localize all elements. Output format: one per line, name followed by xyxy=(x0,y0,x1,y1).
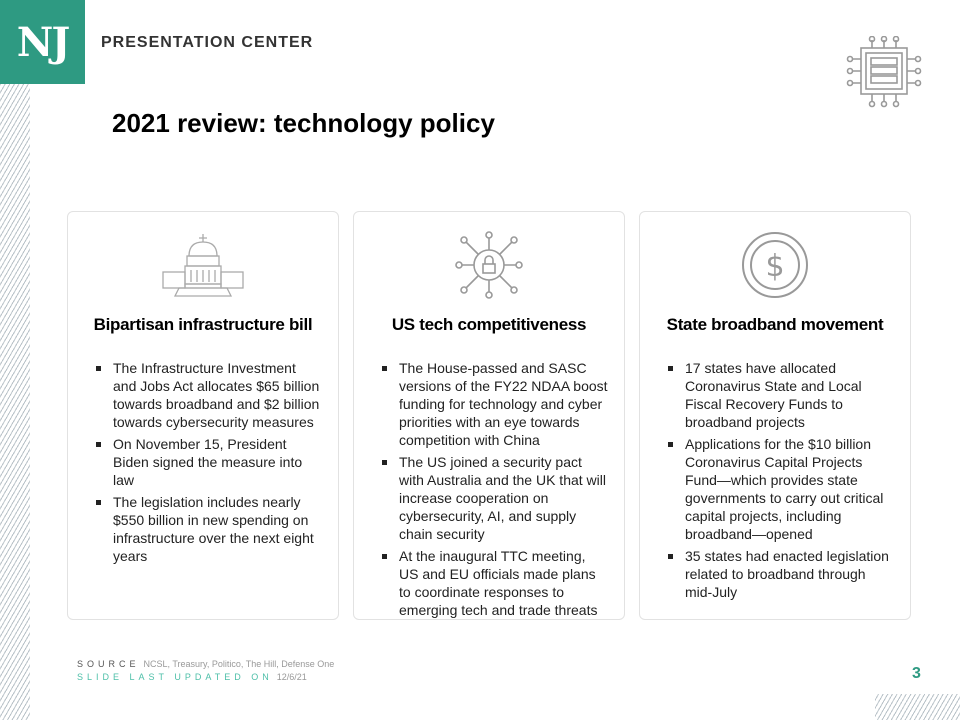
list-item: The Infrastructure Investment and Jobs Act allocates $65 billion towards broadband and $2 billion towards cybersecurity measures xyxy=(94,359,322,431)
list-item: The legislation includes nearly $550 billion in new spending on infrastructure over the next eight years xyxy=(94,493,322,565)
list-item: On November 15, President Biden signed the measure into law xyxy=(94,435,322,489)
microchip-icon xyxy=(845,36,923,108)
card-heading: State broadband movement xyxy=(666,315,884,334)
card-heading: Bipartisan infrastructure bill xyxy=(93,315,313,334)
dollar-coin-icon xyxy=(740,230,810,300)
updated-date: 12/6/21 xyxy=(276,672,307,682)
svg-text:$: $ xyxy=(765,249,785,284)
card-heading: US tech competitiveness xyxy=(391,315,587,334)
list-item: 35 states had enacted legislation related to broadband through mid-July xyxy=(666,547,894,601)
nj-logo: NJ xyxy=(0,0,85,84)
updated-line xyxy=(77,672,307,682)
page-number: 3 xyxy=(912,665,921,682)
updated-label: SLIDE LAST UPDATED ON xyxy=(77,672,273,682)
capitol-icon xyxy=(161,230,245,300)
card-state-broadband xyxy=(639,211,911,620)
decorative-stripes-bottom xyxy=(875,694,960,720)
decorative-stripes xyxy=(0,84,30,720)
brand-name: PRESENTATION CENTER xyxy=(101,34,314,51)
source-text: NCSL, Treasury, Politico, The Hill, Defense One xyxy=(143,659,335,669)
list-item: At the inaugural TTC meeting, US and EU officials made plans to coordinate responses to emerging tech and trade threats xyxy=(380,547,608,619)
list-item: Applications for the $10 billion Coronavirus Capital Projects Fund—which provides state governments to carry out critical capital projects, including broadband—opened xyxy=(666,435,894,543)
page-title: 2021 review: technology policy xyxy=(112,108,495,138)
source-line xyxy=(77,659,334,669)
card-tech-competitiveness xyxy=(353,211,625,620)
card-infrastructure xyxy=(67,211,339,620)
list-item: The House-passed and SASC versions of the FY22 NDAA boost funding for technology and cyber priorities with an eye towards competition with China xyxy=(380,359,608,449)
source-label: SOURCE xyxy=(77,659,140,669)
list-item: The US joined a security pact with Australia and the UK that will increase cooperation on cybersecurity, AI, and supply chain security xyxy=(380,453,608,543)
list-item: 17 states have allocated Coronavirus State and Local Fiscal Recovery Funds to broadband projects xyxy=(666,359,894,431)
network-lock-icon xyxy=(454,230,524,300)
